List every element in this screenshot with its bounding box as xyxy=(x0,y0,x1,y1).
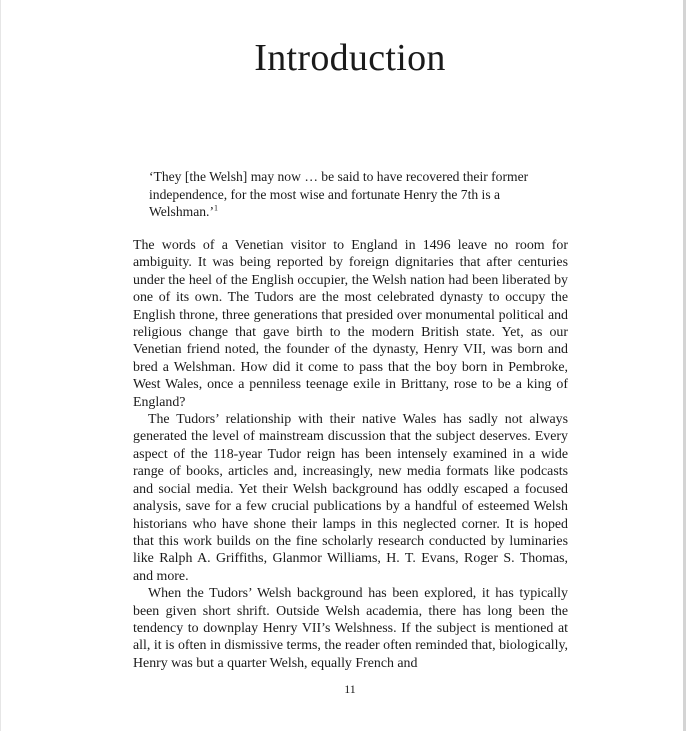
body-text xyxy=(133,237,568,672)
paragraph-1: The words of a Venetian visitor to England in 1496 leave no room for ambiguity. It was being reported by foreign dignitaries that after centuries under the heel of the English occupier, the Welsh nation had been liberated by one of its own. The Tudors are the most celebrated dynasty to occupy the English throne, three generations that presided over monumental political and religious change that gave birth to the modern British state. Yet, as our Venetian friend noted, the founder of the dynasty, Henry VII, was born and bred a Welshman. How did it come to pass that the boy born in Pembroke, West Wales, once a penniless teenage exile in Brittany, rose to be a king of England? xyxy=(133,238,568,410)
paragraph-2: The Tudors’ relationship with their native Wales has sadly not always generated the level of mainstream discussion that the subject deserves. Every aspect of the 118-year Tudor reign has been intensely examined in a wide range of books, articles and, increasingly, new media formats like podcasts and social media. Yet their Welsh background has oddly escaped a focused analysis, save for a few crucial publications by a handful of esteemed Welsh historians who have shone their lamps in this neglected corner. It is hoped that this work builds on the fine scholarly research conducted by luminaries like Ralph A. Griffiths, Glanmor Williams, H. T. Evans, Roger S. Thomas, and more. xyxy=(133,412,568,584)
epigraph-text: ‘They [the Welsh] may now … be said to have recovered their former independence, for the most wise and fortunate Henry the 7th is a Welshman.’ xyxy=(149,169,529,220)
paragraph-3: When the Tudors’ Welsh background has been explored, it has typically been given short shrift. Outside Welsh academia, there has long been the tendency to downplay Henry VII’s Welshness. If the subject is mentioned at all, it is often in dismissive terms, the reader often reminded that, biologically, Henry was but a quarter Welsh, equally French and xyxy=(133,586,568,671)
chapter-title: Introduction xyxy=(254,37,446,79)
footnote-marker: 1 xyxy=(213,203,218,213)
page-number: 11 xyxy=(344,682,356,696)
epigraph-quote xyxy=(149,168,557,221)
